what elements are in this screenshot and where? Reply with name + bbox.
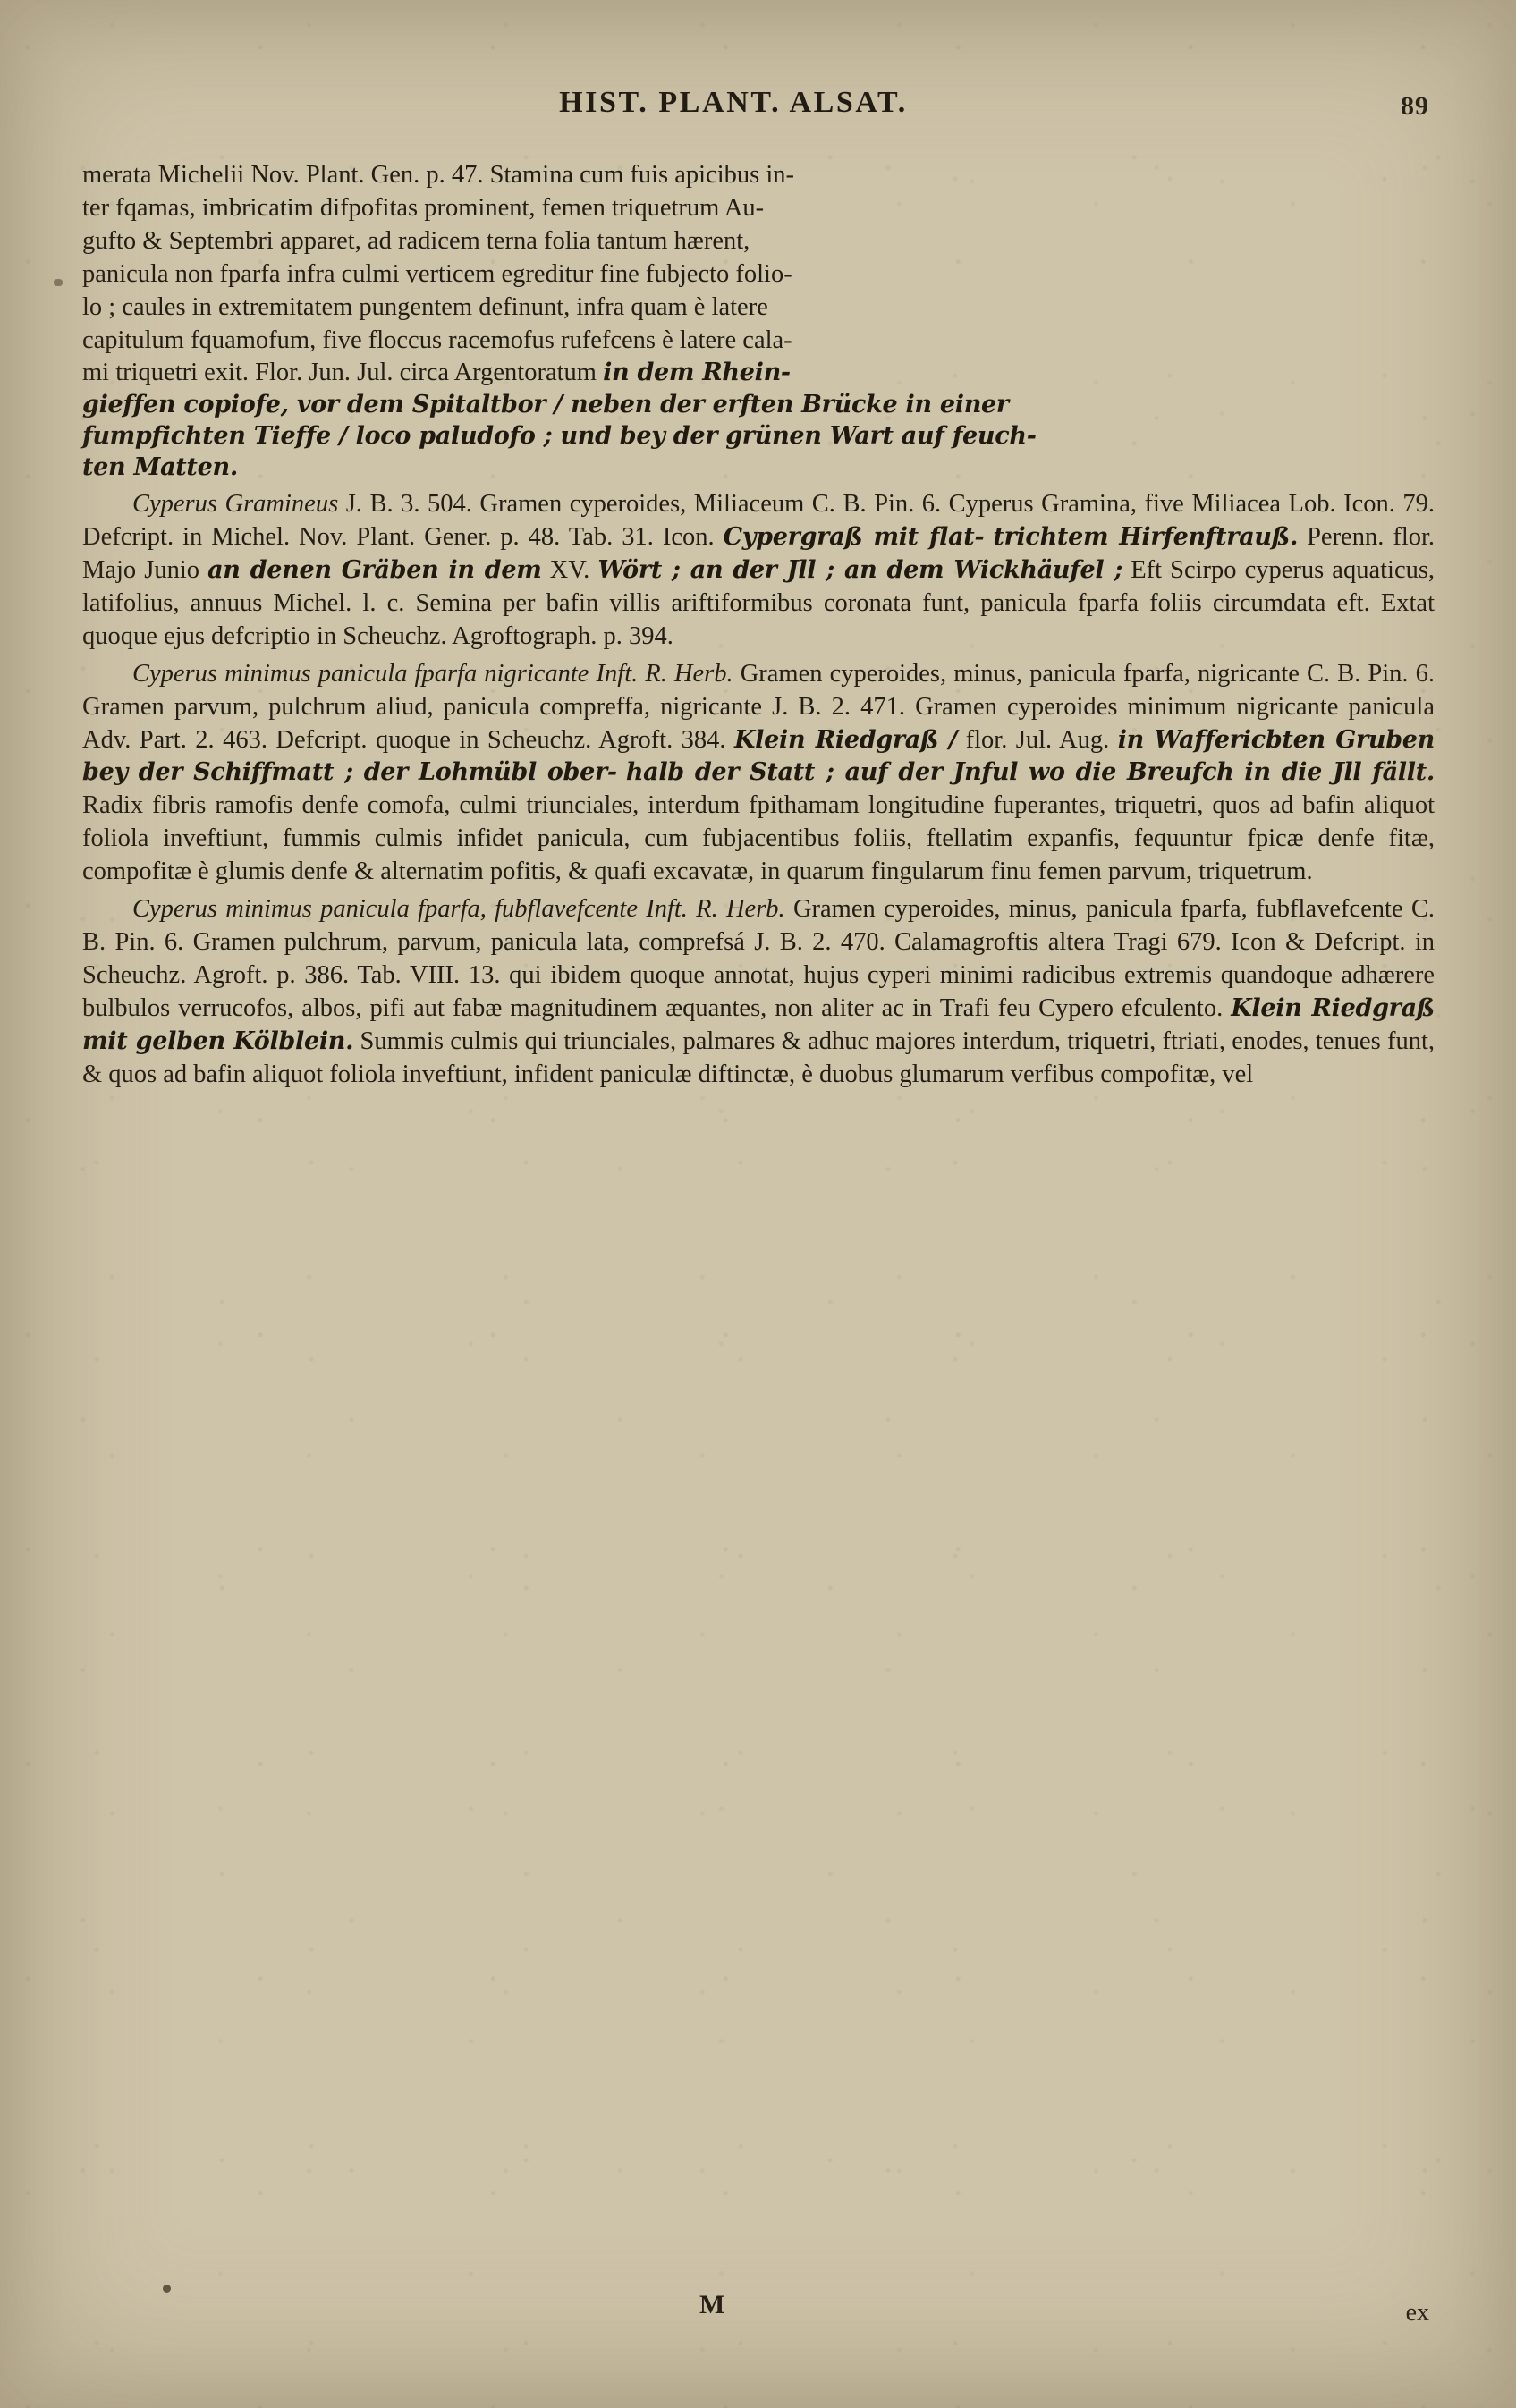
- entry-heading: Cyperus minimus panicula fparfa, fubflavefcente Inft. R. Herb.: [132, 895, 785, 924]
- entry-body: Gramen cyperoides, minus, panicula fparfa, fubflavefcente C. B. Pin. 6. Gramen pulchrum, parvum, panicula lata, comprefsá J. B. 2. 470. Calamagroftis altera Tragi 679. Icon & Defcript. in Scheuchz. Agroft. p. 386. Tab. VIII. 13. qui ibidem quoque annotat, hujus cyperi minimi radicibus extremis quandoque adhærere bulbulos verrucofos, albos, pifi aut fabæ magnitudinem æquantes, non aliter ac in Trafi feu Cypero efculento.: [82, 895, 1435, 1022]
- fraktur-segment: Klein Riedgraß mit gelben Kölblein.: [82, 993, 1435, 1055]
- catchword: ex: [1405, 2299, 1429, 2327]
- entry-body: Perenn. flor. Majo Junio: [82, 523, 1436, 585]
- entry-cyperus-gramineus: [82, 488, 1435, 654]
- fraktur-segment: in dem Rhein-: [603, 359, 791, 387]
- entry-body: Gramen cyperoides, minus, panicula fparfa, nigricante C. B. Pin. 6. Gramen parvum, pulchrum aliud, panicula compreffa, nigricante J. B. 2. 471. Gramen cyperoides minimum nigricante panicula Adv. Part. 2. 463. Defcript. quoque in Scheuchz. Agroft. 384.: [82, 659, 1435, 754]
- running-head-title: HIST. PLANT. ALSAT.: [559, 86, 908, 119]
- ink-speck: [163, 2285, 171, 2293]
- fraktur-segment: Cypergraß mit flat-: [723, 523, 985, 552]
- signature-mark: M: [699, 2290, 725, 2319]
- entry-cyperus-minimus-nigricante: [82, 658, 1435, 889]
- entry-heading: Cyperus Gramineus: [132, 490, 339, 519]
- ink-smudge: [54, 279, 63, 286]
- fraktur-segment: halb der Statt ; auf der Jnful wo die Breufch in die Jll fällt.: [625, 758, 1435, 787]
- page-content: [82, 86, 1435, 1092]
- text-segment: mi triquetri exit. Flor. Jun. Jul. circa Argentoratum: [82, 359, 597, 387]
- text-line: panicula non fparfa infra culmi verticem egreditur fine fubjecto folio-: [82, 259, 792, 288]
- entry-body: Summis culmis qui triunciales, palmares & adhuc majores interdum, triquetri, ftriati, enodes, tenues funt, & quos ad bafin aliquot foliola inveftiunt, infident paniculæ diftinctæ, è duobus glumarum verfibus compofitæ, vel: [82, 1027, 1436, 1088]
- fraktur-line: ten Matten.: [82, 453, 238, 482]
- fraktur-segment: Wört ; an der Jll ; an dem Wickhäufel ;: [597, 556, 1123, 585]
- entry-body: J. B. 3. 504. Gramen cyperoides, Miliaceum C. B. Pin. 6. Cyperus Gramina, five Miliacea Lob. Icon. 79. Defcript. in Michel. Nov. Plant. Gener. p. 48. Tab. 31. Icon.: [82, 490, 1436, 552]
- fraktur-segment: in Waffericbten Gruben bey der Schiffmatt ; der Lohmübl ober-: [82, 725, 1436, 787]
- entry-body: Radix fibris ramofis denfe comofa, culmi triunciales, interdum fpithamam longitudine fuperantes, triquetri, quos ad bafin aliquot foliola inveftiunt, fummis culmis infidet panicula, cum fubjacentibus foliis, ftellatim expanfis, fequuntur fpicæ denfe fitæ, compofitæ è glumis denfe & alternatim pofitis, & quafi excavatæ, in quarum fingularum finu femen parvum, triquetrum.: [82, 791, 1435, 886]
- text-line-mixed: [82, 357, 1435, 390]
- page-footer: [82, 2276, 1435, 2329]
- text-line: gufto & Septembri apparet, ad radicem terna folia tantum hærent,: [82, 226, 750, 255]
- text-line: capitulum fquamofum, five floccus racemofus rufefcens è latere cala-: [82, 325, 792, 354]
- page-number: 89: [1401, 91, 1429, 121]
- body-text: [82, 159, 1435, 1092]
- fraktur-segment: trichtem Hirfenftrauß.: [993, 523, 1299, 552]
- text-line: merata Michelii Nov. Plant. Gen. p. 47. Stamina cum fuis apicibus in-: [82, 161, 794, 189]
- entry-heading: Cyperus minimus panicula fparfa nigricante Inft. R. Herb.: [132, 659, 733, 688]
- text-line: ter fqamas, imbricatim difpofitas prominent, femen triquetrum Au-: [82, 193, 765, 222]
- text-line: lo ; caules in extremitatem pungentem definunt, infra quam è latere: [82, 292, 768, 321]
- entry-cyperus-minimus-subflavescente: [82, 893, 1435, 1091]
- entry-body: flor. Jul. Aug.: [965, 725, 1110, 754]
- running-head: [82, 86, 1435, 136]
- entry-body: Eft Scirpo cyperus aquaticus, latifolius, annuus Michel. l. c. Semina per bafin villis ariftiformibus coronata funt, panicula fparfa foliis circumdata eft. Extat quoque ejus defcriptio in Scheuchz. Agroftograph. p. 394.: [82, 556, 1436, 650]
- entry-body: XV.: [549, 556, 590, 585]
- paragraph-continuation: [82, 159, 1435, 484]
- fraktur-segment: an denen Gräben in dem: [207, 556, 542, 585]
- fraktur-line: gieffen copiofe, vor dem Spitaltbor / neben der erften Brücke in einer: [82, 391, 1009, 419]
- fraktur-line: fumpfichten Tieffe / loco paludofo ; und bey der grünen Wart auf feuch-: [82, 422, 1037, 451]
- fraktur-segment: Klein Riedgraß /: [734, 725, 958, 754]
